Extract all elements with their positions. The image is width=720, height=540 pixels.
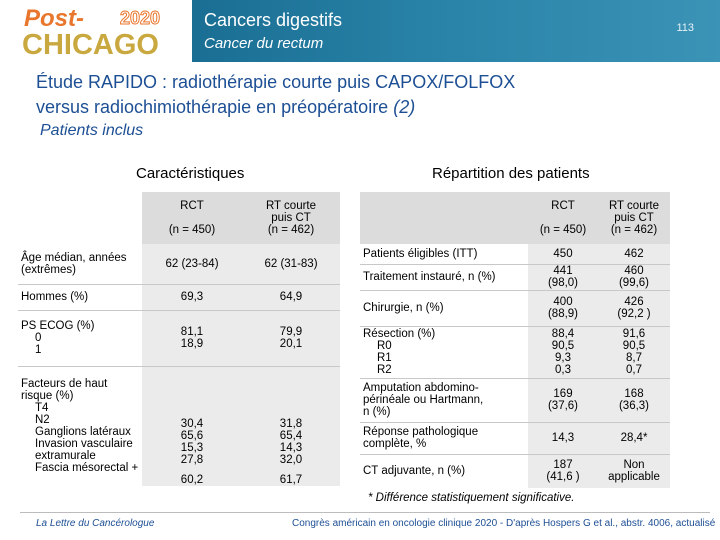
label-line: Chirurgie, n (%) [363, 302, 444, 314]
label-line: N2 [35, 414, 50, 427]
table-row [360, 290, 670, 326]
value-line: applicable [608, 471, 660, 484]
value-line: 169 [553, 388, 573, 400]
value-line: 462 [624, 247, 644, 260]
value-line: 8,7 [626, 352, 642, 364]
value-line: (92,2 ) [617, 308, 651, 320]
col-header-rct: RCT (n = 450) [528, 192, 598, 244]
row-label [360, 290, 528, 326]
label-line: Traitement instauré, n (%) [363, 271, 496, 283]
value-line: 460 [624, 265, 644, 277]
slide-title-line2 [36, 95, 696, 120]
label-line: Fascia mésorectal + [35, 462, 139, 475]
label-line: périnéale ou Hartmann, [363, 394, 484, 406]
label-line: R2 [377, 364, 392, 376]
row-label [18, 244, 142, 284]
label-line: Amputation abdomino- [363, 382, 479, 394]
rt-value [598, 422, 670, 454]
value-line: 60,2 [180, 474, 204, 486]
rct-value [142, 284, 242, 310]
label-line: (extrêmes) [21, 263, 76, 276]
label-line: Réponse pathologique [363, 426, 479, 438]
value-line: 65,4 [279, 430, 303, 442]
row-label [360, 244, 528, 264]
rt-value [598, 378, 670, 422]
value-line: 91,6 [622, 328, 646, 340]
row-label [360, 454, 528, 488]
table-row [18, 366, 340, 486]
table-row [18, 310, 340, 366]
footer-divider [20, 512, 710, 513]
table-row [18, 244, 340, 284]
rt-value [598, 454, 670, 488]
row-label [18, 310, 142, 366]
value-line: 90,5 [622, 340, 646, 352]
table-row [360, 378, 670, 422]
characteristics-header-row [18, 192, 340, 244]
value-line: 27,8 [180, 454, 204, 466]
value-line: 168 [624, 388, 644, 400]
value-line: 88,4 [551, 328, 575, 340]
post-chicago-logo [22, 5, 162, 61]
value-line: 0,3 [555, 364, 571, 376]
table-row [360, 264, 670, 290]
rt-value [242, 366, 340, 486]
characteristics-table [18, 192, 340, 486]
table-row [360, 422, 670, 454]
rct-value [528, 244, 598, 264]
row-label [360, 422, 528, 454]
rt-value [598, 244, 670, 264]
value-line: 400 [553, 296, 573, 308]
label-line: n (%) [363, 406, 391, 418]
label-line: CT adjuvante, n (%) [363, 465, 466, 478]
value-line: 14,3 [551, 432, 575, 444]
label-line: Patients éligibles (ITT) [363, 247, 478, 260]
value-line: 14,3 [279, 442, 303, 454]
value-line: 18,9 [180, 338, 204, 350]
rt-value [598, 326, 670, 378]
value-line: (98,0) [547, 277, 579, 289]
value-line: 28,4* [620, 432, 648, 444]
rt-value [598, 264, 670, 290]
col-header-rt: RT courte puis CT (n = 462) [242, 192, 340, 244]
table-row [360, 326, 670, 378]
distribution-table [360, 192, 670, 488]
value-line: 187 [553, 459, 573, 472]
value-line: 20,1 [279, 338, 303, 350]
row-label [18, 366, 142, 486]
value-line: 32,0 [279, 454, 303, 466]
col-header-rt: RT courte puis CT (n = 462) [598, 192, 670, 244]
label-line: Ganglions latéraux [35, 426, 131, 439]
rct-value [528, 454, 598, 488]
slide-title-line1: Étude RAPIDO : radiothérapie courte puis CAPOX/FOLFOX [36, 72, 516, 92]
slide-subtitle: Patients inclus [40, 122, 144, 139]
label-line: extramurale [35, 450, 96, 463]
rct-value [142, 366, 242, 486]
label-line: 0 [35, 332, 42, 344]
distribution-header-row [360, 192, 670, 244]
label-line: 1 [35, 344, 42, 356]
page-number: 113 [676, 22, 694, 34]
slide-title-reference: (2) [393, 97, 416, 117]
table-row [360, 244, 670, 264]
label-line: Invasion vasculaire [35, 438, 133, 451]
value-line: 441 [553, 265, 573, 277]
value-line: 9,3 [555, 352, 571, 364]
value-line: 61,7 [279, 474, 303, 486]
header [0, 0, 720, 62]
value-line: 69,3 [180, 291, 204, 303]
value-line: 81,1 [180, 326, 204, 338]
label-line: complète, % [363, 438, 427, 450]
label-line: Hommes (%) [21, 291, 89, 303]
header-band [192, 0, 720, 62]
value-line: 90,5 [551, 340, 575, 352]
value-line: (99,6) [618, 277, 650, 289]
value-line: 15,3 [180, 442, 204, 454]
characteristics-heading: Caractéristiques [136, 165, 245, 182]
rct-value [528, 326, 598, 378]
label-line: T4 [35, 402, 49, 415]
label-line: R0 [377, 340, 392, 352]
logo-chicago: CHICAGO [22, 29, 159, 61]
value-line: (41,6 ) [546, 471, 580, 484]
value-line: Non [623, 459, 645, 472]
footnote: * Différence statistiquement significative. [368, 492, 575, 504]
label-line: R1 [377, 352, 392, 364]
label-line: Facteurs de haut [21, 378, 108, 391]
rt-value [598, 290, 670, 326]
section-title: Cancers digestifs [204, 10, 343, 30]
rct-value [142, 244, 242, 284]
value-line: 426 [624, 296, 644, 308]
value-line: 31,8 [279, 418, 303, 430]
table-row [360, 454, 670, 488]
value-line: 62 (31-83) [264, 257, 318, 270]
rt-value [242, 310, 340, 366]
table-row [18, 284, 340, 310]
label-line: risque (%) [21, 390, 74, 403]
footer-reference: Congrès américain en oncologie clinique 2020 - D'après Hospers G et al., abstr. 4006, actualisé [292, 518, 716, 529]
label-line: Résection (%) [363, 328, 436, 340]
value-line: 62 (23-84) [165, 257, 219, 270]
rct-value [142, 310, 242, 366]
rct-value [528, 290, 598, 326]
value-line: 0,7 [626, 364, 642, 376]
value-line: (37,6) [547, 400, 579, 412]
rt-value [242, 284, 340, 310]
rct-value [528, 378, 598, 422]
row-label [360, 264, 528, 290]
value-line: 79,9 [279, 326, 303, 338]
row-label [360, 326, 528, 378]
row-label [18, 284, 142, 310]
section-subtitle: Cancer du rectum [204, 35, 324, 52]
distribution-heading: Répartition des patients [432, 165, 590, 182]
value-line: (88,9) [547, 308, 579, 320]
value-line: (36,3) [618, 400, 650, 412]
slide-title [36, 70, 696, 120]
value-line: 450 [553, 247, 573, 260]
label-line: PS ECOG (%) [21, 320, 95, 332]
footer-journal: La Lettre du Cancérologue [36, 518, 155, 529]
value-line: 30,4 [180, 418, 204, 430]
label-line: Âge médian, années [21, 251, 127, 264]
logo-post: Post- [24, 5, 84, 32]
logo-year: 2020 [120, 8, 161, 28]
slide-title-line2-main: versus radiochimiothérapie en préopératoire [36, 97, 394, 117]
col-header-rct: RCT (n = 450) [142, 192, 242, 244]
rct-value [528, 422, 598, 454]
rct-value [528, 264, 598, 290]
value-line: 64,9 [279, 291, 303, 303]
value-line: 65,6 [180, 430, 204, 442]
rt-value [242, 244, 340, 284]
row-label [360, 378, 528, 422]
